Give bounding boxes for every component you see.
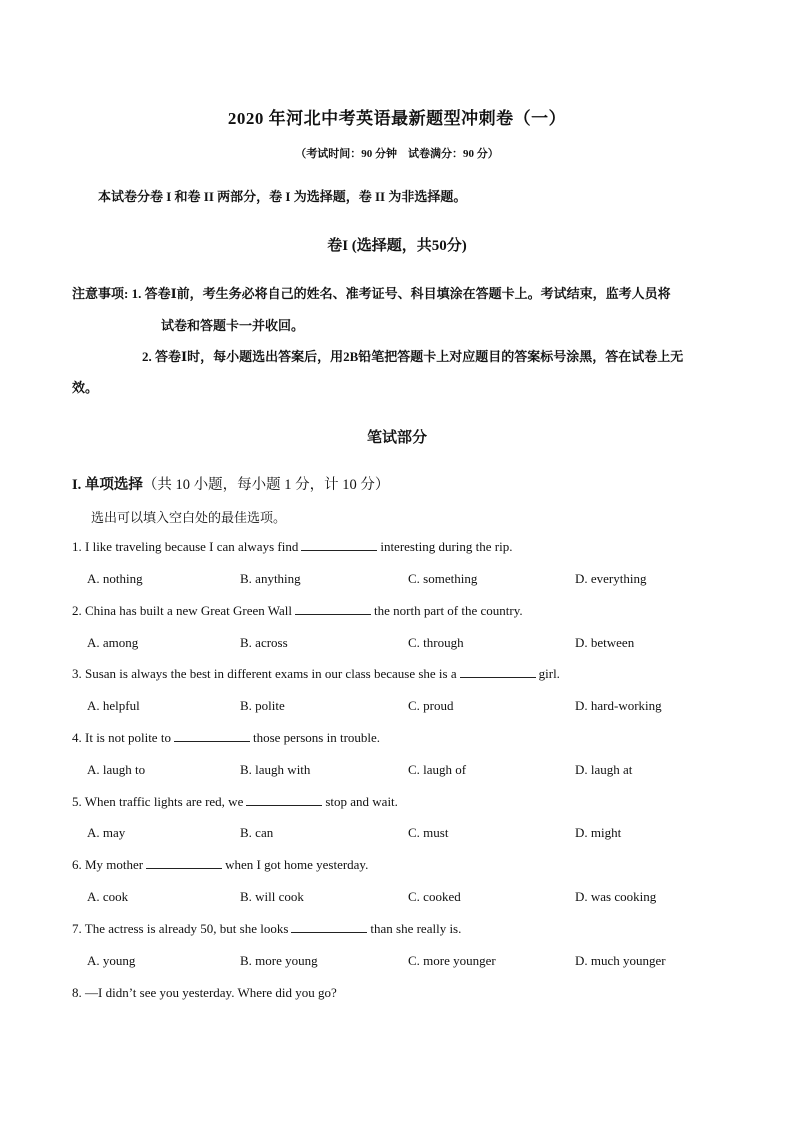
question-1 (72, 539, 512, 555)
option-c: C. more younger (408, 953, 496, 968)
question-text-after: girl. (538, 666, 560, 681)
question-text-after: stop and wait. (325, 794, 398, 809)
question-text-after: the north part of the country. (374, 603, 523, 618)
answer-blank (291, 922, 367, 933)
exam-subtitle: （考试时间：90 分钟 试卷满分：90 分） (295, 148, 499, 160)
option-d: D. might (575, 825, 622, 840)
option-a: A. nothing (87, 571, 143, 586)
option-a: A. laugh to (87, 762, 146, 777)
option-b: B. anything (240, 571, 301, 586)
question-text: 7. The actress is already 50, but she looks (72, 921, 289, 936)
answer-blank (301, 540, 377, 551)
question-text: 6. My mother (72, 857, 144, 872)
option-c: C. proud (408, 698, 454, 713)
part-detail: （共 10 小题，每小题 1 分，计 10 分） (142, 477, 390, 493)
option-a: A. helpful (87, 698, 140, 713)
written-heading: 笔试部分 (366, 430, 427, 446)
exam-intro: 本试卷分卷 I 和卷 II 两部分，卷 I 为选择题，卷 II 为非选择题。 (98, 189, 467, 204)
question-text: 5. When traffic lights are red, we (72, 794, 244, 809)
option-a: A. young (87, 953, 136, 968)
notice-line-1: 注意事项: 1. 答卷Ⅰ前，考生务必将自己的姓名、准考证号、科目填涂在答题卡上。考试结束，监考人员将 (72, 286, 671, 301)
question-text-after: when I got home yesterday. (225, 857, 369, 872)
question-text: 1. I like traveling because I can always find (72, 539, 299, 554)
part-instruction: 选出可以填入空白处的最佳选项。 (91, 510, 287, 525)
option-b: B. more young (240, 953, 318, 968)
exam-title: 2020 年河北中考英语最新题型冲刺卷（一） (227, 109, 567, 128)
option-d: D. much younger (575, 953, 666, 968)
notice-line-4: 效。 (72, 380, 99, 395)
question-text: 2. China has built a new Great Green Wall (72, 603, 293, 618)
answer-blank (460, 667, 536, 678)
option-d: D. was cooking (575, 889, 657, 904)
option-b: B. can (240, 825, 274, 840)
option-c: C. must (408, 825, 449, 840)
question-text-after: interesting during the rip. (380, 539, 513, 554)
option-d: D. laugh at (575, 762, 633, 777)
question-text-after: than she really is. (370, 921, 462, 936)
option-d: D. everything (575, 571, 647, 586)
question-6 (72, 857, 368, 873)
option-a: A. among (87, 635, 139, 650)
option-a: A. may (87, 825, 126, 840)
question-3 (72, 666, 560, 682)
option-b: B. across (240, 635, 288, 650)
section-heading: 卷I (选择题，共50分) (327, 238, 467, 254)
option-d: D. hard-working (575, 698, 662, 713)
option-a: A. cook (87, 889, 129, 904)
option-b: B. polite (240, 698, 285, 713)
option-c: C. through (408, 635, 464, 650)
question-7 (72, 921, 461, 937)
answer-blank (246, 795, 322, 806)
option-c: C. something (408, 571, 478, 586)
question-4 (72, 730, 380, 746)
part-name: 单项选择 (84, 477, 143, 493)
question-text: 4. It is not polite to (72, 730, 171, 745)
part-number: I. (72, 477, 82, 493)
question-text: 3. Susan is always the best in different exams in our class because she is a (72, 666, 457, 681)
option-d: D. between (575, 635, 635, 650)
question-8: 8. —I didn’t see you yesterday. Where did you go? (72, 985, 337, 1000)
notice-line-2: 试卷和答题卡一并收回。 (161, 318, 305, 333)
part-title (72, 473, 389, 494)
option-b: B. will cook (240, 889, 304, 904)
option-c: C. laugh of (408, 762, 467, 777)
notice-line-3: 2. 答卷Ⅰ时，每小题选出答案后，用2B铅笔把答题卡上对应题目的答案标号涂黑，答在试卷上无 (142, 349, 684, 364)
answer-blank (146, 858, 222, 869)
question-2 (72, 603, 523, 619)
option-b: B. laugh with (240, 762, 311, 777)
question-5 (72, 794, 398, 810)
option-c: C. cooked (408, 889, 461, 904)
answer-blank (295, 604, 371, 615)
answer-blank (174, 731, 250, 742)
question-text-after: those persons in trouble. (252, 730, 381, 745)
